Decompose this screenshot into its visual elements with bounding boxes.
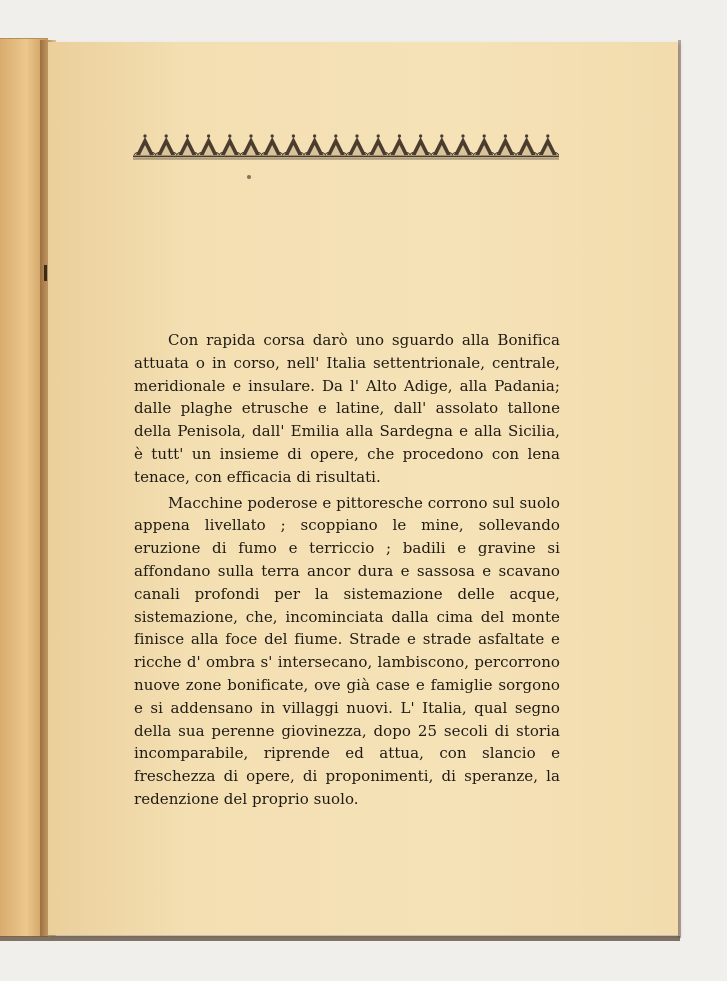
ornament-motif	[431, 134, 453, 155]
ornament-motif	[452, 134, 474, 155]
ornament-motif	[537, 134, 559, 155]
ornament-motif	[473, 134, 495, 155]
ornament-motif	[367, 134, 389, 155]
ornament-motif	[304, 134, 326, 155]
page-bottom-shadow	[0, 936, 680, 941]
page-edge-shadow	[678, 40, 681, 938]
paragraph-1: Con rapida corsa darò uno sguardo alla Bonifica attuata o in corso, nell' Italia settentrionale, centrale, meridionale e insulare. Da l' Alto Adige, alla Padania; dalle plaghe etrusche e latine, dall' assolato tallone della Penisola, dall' Emilia alla Sardegna e alla Sicilia, è tutt' un insieme di opere, che procedono con lena tenace, con efficacia di risultati.	[134, 331, 560, 486]
ornament-motif	[410, 134, 432, 155]
ornament-motif	[388, 134, 410, 155]
ornament-motif	[346, 134, 368, 155]
ornament-motif	[176, 134, 198, 155]
ornament-motif	[325, 134, 347, 155]
ornamental-header-band	[133, 133, 559, 161]
body-text	[134, 329, 560, 811]
ornament-motif	[282, 134, 304, 155]
ornament-motif	[516, 134, 538, 155]
ornament-motif	[134, 134, 156, 155]
binding-stitch	[44, 265, 47, 281]
ornament-motif	[494, 134, 516, 155]
ornament-motif	[198, 134, 220, 155]
ornament-motif	[261, 134, 283, 155]
ornament-motif	[219, 134, 241, 155]
ornament-motif	[240, 134, 262, 155]
ink-speck	[247, 175, 251, 179]
ornament-motif	[155, 134, 177, 155]
paragraph-2: Macchine poderose e pittoresche corrono sul suolo appena livellato ; scoppiano le mine, sollevando eruzione di fumo e terriccio ; badili e gravine si affondano sulla terra ancor dura e sassosa e scavano canali profondi per la sistemazione delle acque, sistemazione, che, incominciata dalla cima del monte finisce alla foce del fiume. Strade e strade asfaltate e ricche d' ombra s' intersecano, lambiscono, percorrono nuove zone bonificate, ove già case e famiglie sorgono e si addensano in villaggi nuovi. L' Italia, qual segno della sua perenne giovinezza, dopo 25 secoli di storia incomparabile, riprende ed attua, con slancio e freschezza di opere, di proponimenti, di speranze, la redenzione del proprio suolo.	[134, 493, 560, 808]
